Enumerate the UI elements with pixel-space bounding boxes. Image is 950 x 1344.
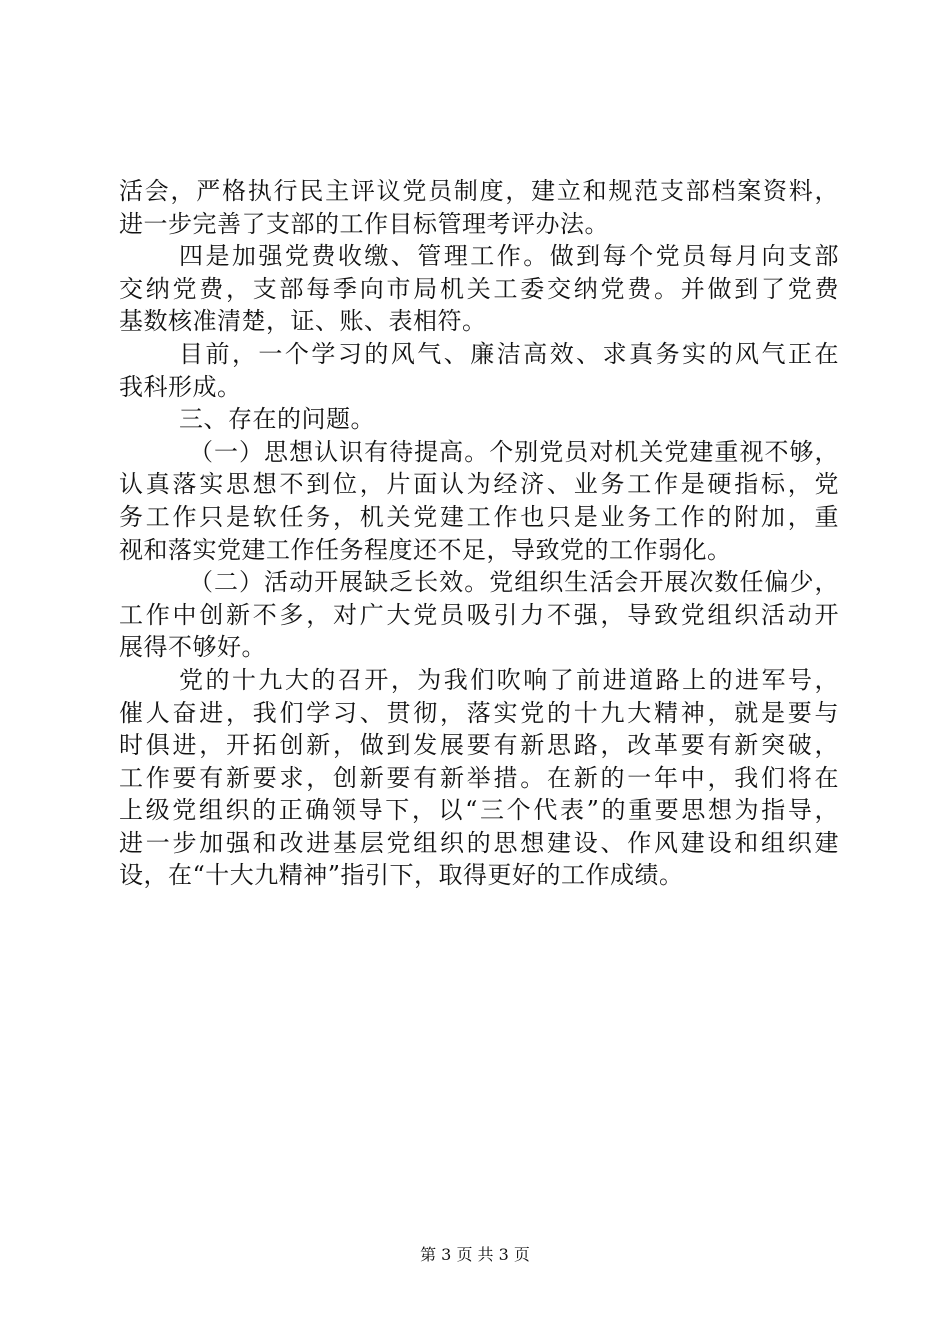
paragraph-line: 四是加强党费收缴、管理工作。做到每个党员每月向支部 [179,242,839,271]
paragraph-line: 务工作只是软任务，机关党建工作也只是业务工作的附加，重 [119,502,839,531]
document-body [119,175,839,892]
paragraph-line: 进一步加强和改进基层党组织的思想建设、作风建设和组织建 [119,828,839,857]
paragraph-line: 进一步完善了支部的工作目标管理考评办法。 [119,209,609,238]
paragraph-line: （一）思想认识有待提高。个别党员对机关党建重视不够， [189,437,839,466]
paragraph-line: 活会，严格执行民主评议党员制度，建立和规范支部档案资料， [119,177,839,205]
paragraph-line: 时俱进，开拓创新，做到发展要有新思路，改革要有新突破， [119,731,839,760]
paragraph-line: 上级党组织的正确领导下，以“三个代表”的重要思想为指导， [119,796,839,825]
page-number-footer: 第 3 页 共 3 页 [420,1245,530,1264]
paragraph-line: 催人奋进，我们学习、贯彻，落实党的十九大精神，就是要与 [119,698,839,727]
paragraph-line: 基数核准清楚，证、账、表相符。 [119,307,487,336]
paragraph-line: 工作中创新不多，对广大党员吸引力不强，导致党组织活动开 [119,600,839,629]
paragraph-line: 交纳党费，支部每季向市局机关工委交纳党费。并做到了党费 [119,274,839,303]
section-heading: 三、存在的问题。 [179,405,375,434]
paragraph-line: （二）活动开展缺乏长效。党组织生活会开展次数任偏少， [189,568,839,597]
paragraph-line: 展得不够好。 [119,633,266,662]
paragraph-line: 党的十九大的召开，为我们吹响了前进道路上的进军号， [179,665,839,694]
paragraph-line: 认真落实思想不到位，片面认为经济、业务工作是硬指标，党 [119,470,839,499]
paragraph-line: 目前，一个学习的风气、廉洁高效、求真务实的风气正在 [179,339,839,368]
paragraph-line: 工作要有新要求，创新要有新举措。在新的一年中，我们将在 [119,763,839,792]
paragraph-line: 视和落实党建工作任务程度还不足，导致党的工作弱化。 [119,535,732,564]
paragraph-line: 设，在“十大九精神”指引下，取得更好的工作成绩。 [119,861,684,890]
paragraph-line: 我科形成。 [119,372,242,401]
